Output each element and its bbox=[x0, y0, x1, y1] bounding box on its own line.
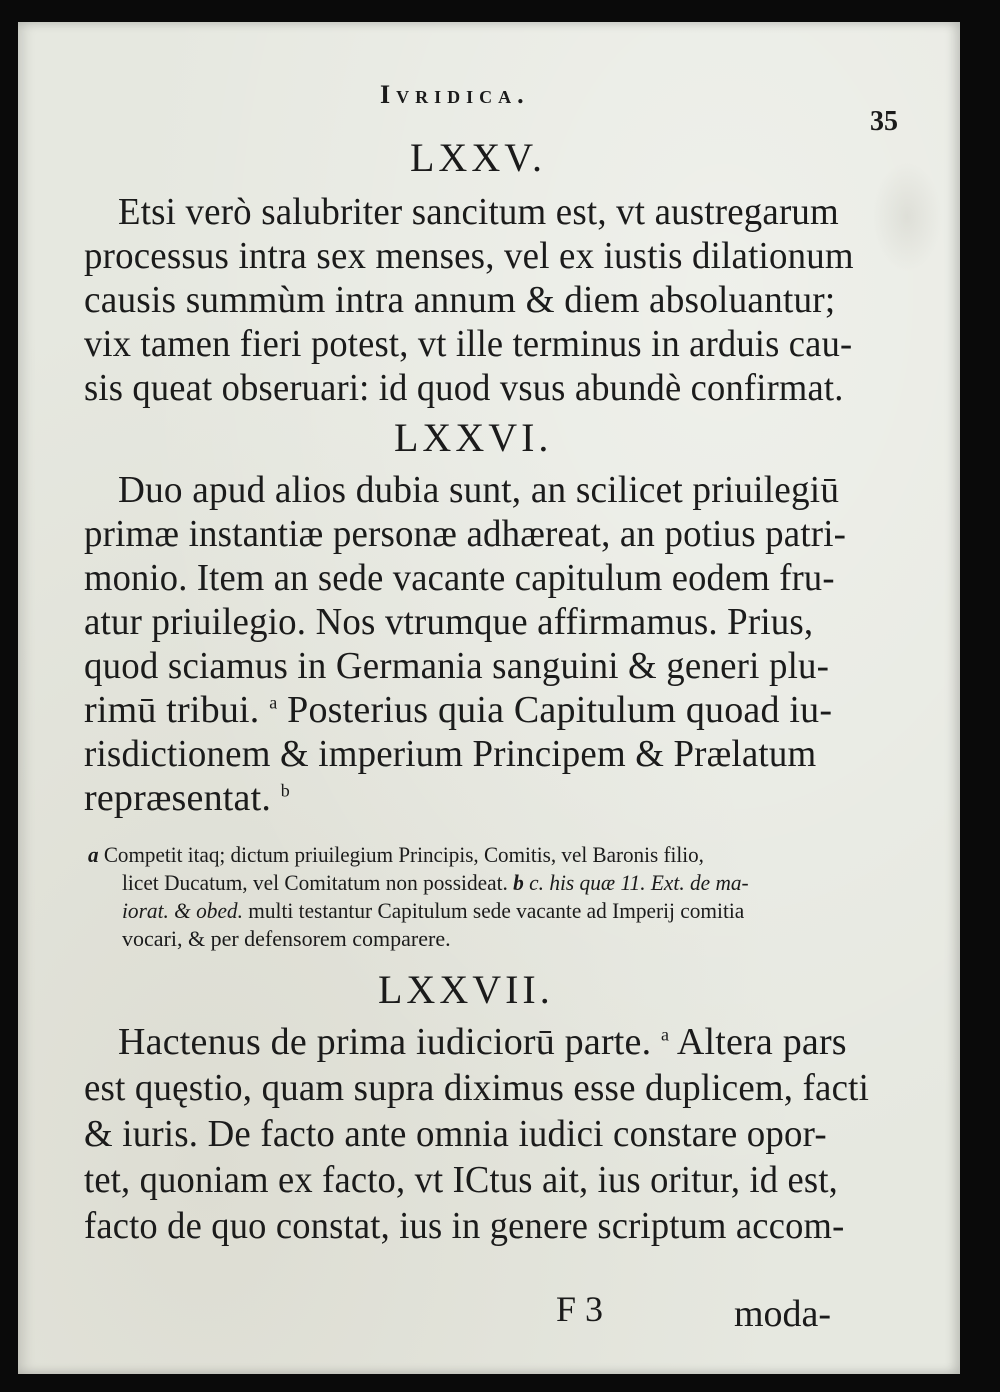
note-marker-a: a bbox=[269, 692, 278, 713]
footnote-marker-b: b bbox=[513, 870, 524, 895]
signature-mark: F 3 bbox=[556, 1289, 604, 1329]
text-fragment: rimū tribui. bbox=[84, 689, 260, 731]
text-line: processus intra sex menses, vel ex iustis dilationum bbox=[84, 235, 854, 277]
footnote-line bbox=[122, 898, 744, 924]
text-line: & iuris. De facto ante omnia iudici constare opor- bbox=[84, 1113, 827, 1155]
text-line: est quęstio, quam supra diximus esse duplicem, facti bbox=[84, 1067, 870, 1109]
footnote-citation: c. his quæ 11. Ext. de ma- bbox=[529, 870, 749, 895]
text-fragment: repræsentat. bbox=[84, 777, 272, 819]
text-line: tet, quoniam ex facto, vt ICtus ait, ius oritur, id est, bbox=[84, 1159, 838, 1201]
text-line bbox=[84, 778, 290, 818]
footnote-line: vocari, & per defensorem comparere. bbox=[122, 926, 451, 951]
section-heading-lxxvi: LXXVI. bbox=[394, 415, 553, 460]
text-fragment: Posterius quia Capitulum quoad iu- bbox=[287, 689, 833, 731]
text-line bbox=[118, 1022, 847, 1062]
text-line: Duo apud alios dubia sunt, an scilicet priuilegiū bbox=[118, 469, 840, 511]
note-marker-b: b bbox=[280, 780, 290, 801]
footnote-marker-a: a bbox=[88, 842, 99, 867]
page-number: 35 bbox=[870, 106, 898, 137]
text-line: vix tamen fieri potest, vt ille terminus in arduis cau- bbox=[84, 323, 853, 365]
note-marker-a: a bbox=[661, 1024, 670, 1045]
text-fragment: Altera pars bbox=[676, 1021, 847, 1063]
section-heading-lxxvii: LXXVII. bbox=[378, 967, 554, 1012]
text-line: quod sciamus in Germania sanguini & generi plu- bbox=[84, 645, 830, 687]
running-head: Ivridica. bbox=[380, 80, 530, 109]
text-line: primæ instantiæ personæ adhæreat, an potius patri- bbox=[84, 513, 847, 555]
footnote-text: multi testantur Capitulum sede vacante ad Imperij comitia bbox=[248, 898, 745, 923]
text-line bbox=[84, 690, 832, 730]
text-line: monio. Item an sede vacante capitulum eodem fru- bbox=[84, 557, 835, 599]
text-line: sis queat obseruari: id quod vsus abundè confirmat. bbox=[84, 367, 844, 409]
paper-stain bbox=[872, 162, 942, 272]
footnote-text: licet Ducatum, vel Comitatum non possideat. bbox=[122, 870, 508, 895]
text-line: causis summùm intra annum & diem absoluantur; bbox=[84, 279, 836, 321]
text-line: facto de quo constat, ius in genere scriptum accom- bbox=[84, 1205, 845, 1247]
footnote-line bbox=[88, 842, 704, 868]
text-line: Etsi verò salubriter sancitum est, vt austregarum bbox=[118, 191, 839, 233]
catchword: moda- bbox=[734, 1293, 832, 1335]
text-line: atur priuilegio. Nos vtrumque affirmamus. Prius, bbox=[84, 601, 814, 643]
footnote-text: Competit itaq; dictum priuilegium Principis, Comitis, vel Baronis filio, bbox=[103, 842, 704, 867]
footnote-citation: iorat. & obed. bbox=[122, 898, 243, 923]
section-heading-lxxv: LXXV. bbox=[410, 135, 546, 180]
text-fragment: Hactenus de prima iudiciorū parte. bbox=[118, 1021, 652, 1063]
footnote-line bbox=[122, 870, 749, 896]
text-line: risdictionem & imperium Principem & Prælatum bbox=[84, 733, 817, 775]
book-page bbox=[18, 22, 960, 1374]
